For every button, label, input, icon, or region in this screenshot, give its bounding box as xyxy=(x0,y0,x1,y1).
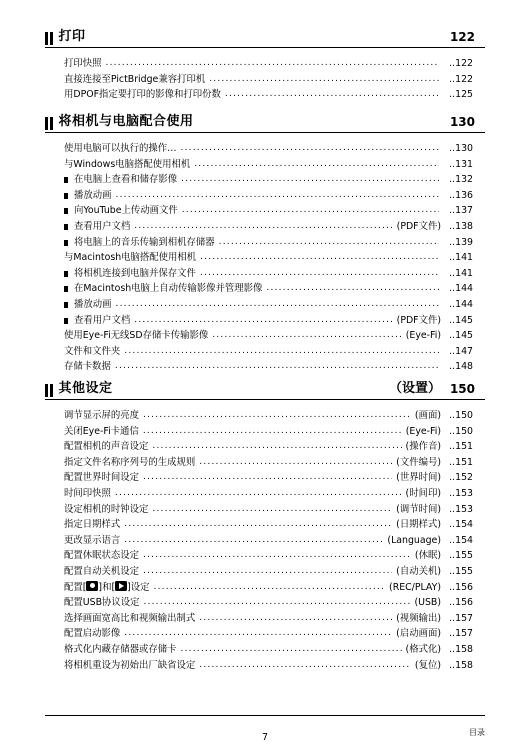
bullet-icon xyxy=(64,271,68,277)
leader-dots xyxy=(134,219,392,235)
leader-dots xyxy=(199,658,411,674)
toc-entry-label: 配置USB协议设定 xyxy=(64,597,140,609)
toc-entry-tag: (调节时间) xyxy=(396,503,441,515)
toc-entry-label: 文件和文件夹 xyxy=(64,345,121,357)
toc-entry-label: 时间印快照 xyxy=(64,487,111,499)
toc-entry-label: 将相机重设为初始出厂缺省设定 xyxy=(64,659,196,671)
toc-entry[interactable] xyxy=(64,250,473,266)
toc-entry-label: 关闭Eye-Fi卡通信 xyxy=(64,425,139,437)
section-title: 打印 xyxy=(58,29,86,44)
section-marker-icon xyxy=(45,32,48,45)
toc-entry[interactable] xyxy=(64,408,473,424)
toc-entry[interactable] xyxy=(64,533,473,549)
section-marker-icon xyxy=(50,384,53,397)
leader-dots xyxy=(225,87,439,103)
toc-entry[interactable] xyxy=(64,157,473,173)
toc-entry-label: 查看用户文档 xyxy=(74,314,131,326)
toc-subentry[interactable] xyxy=(64,313,473,329)
leader-dots xyxy=(143,564,392,580)
toc-entry-label: 在Macintosh电脑上自动传输影像并管理影像 xyxy=(74,283,263,295)
toc-entry-label: 配置休眠状态设定 xyxy=(64,550,140,562)
section-print xyxy=(45,26,485,103)
toc-entry[interactable] xyxy=(64,564,473,580)
toc-entry-page: ..153 xyxy=(449,503,473,515)
section-title: 其他设定 xyxy=(58,381,113,396)
section-marker-icon xyxy=(50,32,53,45)
toc-entry-page: ..131 xyxy=(449,158,473,170)
toc-entry-page: ..150 xyxy=(449,425,473,437)
toc-subentry[interactable] xyxy=(64,188,473,204)
toc-entry-page: ..153 xyxy=(449,487,473,499)
toc-entry-page: ..155 xyxy=(449,565,473,577)
toc-entry-label: 设定相机的时钟设定 xyxy=(64,503,149,515)
toc-entry-label: 向YouTube上传动画文件 xyxy=(74,205,178,217)
leader-dots xyxy=(181,642,402,658)
toc-entry-page: ..147 xyxy=(449,345,473,357)
toc-entry-label: 播放动画 xyxy=(74,298,112,310)
leader-dots xyxy=(116,188,439,204)
toc-entry-label: 打印快照 xyxy=(64,58,102,69)
toc-entry-page: ..148 xyxy=(449,361,473,373)
toc-entry-page: ..158 xyxy=(449,659,473,671)
toc-subentry[interactable] xyxy=(64,172,473,188)
section-header xyxy=(45,26,485,48)
section-page[interactable]: 130 xyxy=(449,115,475,129)
toc-entry-label: 格式化内藏存储器或存储卡 xyxy=(64,643,177,655)
toc-entry-label: 用DPOF指定要打印的影像和打印份数 xyxy=(64,89,221,101)
toc-subentry[interactable] xyxy=(64,203,473,219)
toc-entry[interactable] xyxy=(64,658,473,674)
toc-entry-page: ..138 xyxy=(449,220,473,232)
section-page[interactable]: 150 xyxy=(449,382,475,396)
toc-entry-label: 指定文件名称序列号的生成规则 xyxy=(64,456,196,468)
toc-entry[interactable] xyxy=(64,141,473,157)
leader-dots xyxy=(199,455,392,471)
leader-dots xyxy=(143,548,411,564)
toc-entry-page: ..141 xyxy=(449,252,473,264)
toc-entry-label: 更改显示语言 xyxy=(64,534,121,546)
toc-entry-page: ..151 xyxy=(449,441,473,453)
toc-entry-label: 将电脑上的音乐传输到相机存储器 xyxy=(74,236,215,248)
toc-entry-tag: (PDF文件) xyxy=(396,220,441,232)
footer-divider xyxy=(45,715,485,716)
leader-dots xyxy=(199,611,392,627)
toc-entry-page: ..137 xyxy=(449,205,473,217)
bullet-icon xyxy=(64,240,68,246)
leader-dots xyxy=(212,328,402,344)
toc-entry-tag: (PDF文件) xyxy=(396,314,441,326)
section-marker-icon xyxy=(45,384,48,397)
section-header xyxy=(45,111,485,133)
toc-list xyxy=(45,141,485,375)
toc-entry[interactable] xyxy=(64,626,473,642)
toc-entry-tag: (Eye-Fi) xyxy=(405,425,441,437)
toc-entry[interactable] xyxy=(64,455,473,471)
toc-entry[interactable] xyxy=(64,439,473,455)
leader-dots xyxy=(124,517,392,533)
leader-dots xyxy=(134,313,392,329)
toc-entry-tag: (自动关机) xyxy=(396,565,441,577)
toc-entry[interactable] xyxy=(64,56,473,72)
toc-subentry[interactable] xyxy=(64,297,473,313)
toc-entry-tag: (Eye-Fi) xyxy=(405,330,441,342)
toc-entry-label: 直接连接至PictBridge兼容打印机 xyxy=(64,73,206,85)
page-number: 7 xyxy=(261,732,269,743)
toc-entry-page: ..150 xyxy=(449,410,473,421)
bullet-icon xyxy=(64,286,68,292)
toc-entry[interactable] xyxy=(64,642,473,658)
toc-entry[interactable] xyxy=(64,486,473,502)
leader-dots xyxy=(194,157,439,173)
toc-entry[interactable] xyxy=(64,424,473,440)
toc-entry-label: 与Macintosh电脑搭配使用相机 xyxy=(64,252,197,264)
bullet-icon xyxy=(64,224,68,230)
toc-entry-label: 播放动画 xyxy=(74,189,112,201)
bullet-icon xyxy=(64,318,68,324)
leader-dots xyxy=(143,408,411,424)
toc-entry-page: ..145 xyxy=(449,330,473,342)
toc-entry-tag: (Language) xyxy=(387,534,441,546)
toc-entry-tag: (复位) xyxy=(414,659,441,671)
toc-list xyxy=(45,56,485,103)
toc-subentry[interactable] xyxy=(64,235,473,251)
toc-entry-label: 调节显示屏的亮度 xyxy=(64,410,140,421)
leader-dots xyxy=(124,533,383,549)
toc-entry-tag: (视频输出) xyxy=(396,612,441,624)
leader-dots xyxy=(152,502,392,518)
bullet-icon xyxy=(64,208,68,214)
leader-dots xyxy=(115,359,439,375)
toc-entry-tag: (世界时间) xyxy=(396,472,441,484)
toc-entry-label: 配置世界时间设定 xyxy=(64,472,140,484)
toc-entry-page: ..122 xyxy=(449,73,473,85)
toc-entry-page: ..136 xyxy=(449,189,473,201)
toc-subentry[interactable] xyxy=(64,281,473,297)
toc-entry-label: 配置自动关机设定 xyxy=(64,565,140,577)
toc-entry-label: 指定日期样式 xyxy=(64,519,121,531)
leader-dots xyxy=(124,626,392,642)
toc-entry-page: ..158 xyxy=(449,643,473,655)
toc-entry-page: ..156 xyxy=(449,597,473,609)
toc-entry[interactable] xyxy=(64,344,473,360)
toc-entry[interactable] xyxy=(64,548,473,564)
toc-list xyxy=(45,408,485,673)
toc-entry-label: 使用电脑可以执行的操作… xyxy=(64,143,177,154)
toc-entry-label: 查看用户文档 xyxy=(74,220,131,232)
toc-entry-page: ..130 xyxy=(449,143,473,154)
toc-entry-page: ..157 xyxy=(449,628,473,640)
leader-dots xyxy=(115,486,402,502)
leader-dots xyxy=(200,266,439,282)
leader-dots xyxy=(181,172,439,188)
toc-entry-page: ..141 xyxy=(449,267,473,279)
toc-entry[interactable] xyxy=(64,517,473,533)
toc-entry-tag: (休眠) xyxy=(414,550,441,562)
leader-dots xyxy=(106,56,439,72)
section-title: 将相机与电脑配合使用 xyxy=(58,114,194,129)
toc-entry-label: 与Windows电脑搭配使用相机 xyxy=(64,158,191,170)
toc-subentry[interactable] xyxy=(64,219,473,235)
bullet-icon xyxy=(64,193,68,199)
toc-entry-page: ..125 xyxy=(449,89,473,101)
toc-entry[interactable] xyxy=(64,502,473,518)
leader-dots xyxy=(152,439,401,455)
toc-entry[interactable] xyxy=(64,72,473,88)
toc-entry-label: 配置相机的声音设定 xyxy=(64,441,149,453)
toc-entry-tag: (USB) xyxy=(414,597,441,609)
toc-entry-tag: (启动画面) xyxy=(396,628,441,640)
toc-entry-tag: (文件编号) xyxy=(396,456,441,468)
leader-dots xyxy=(219,235,439,251)
playback-icon xyxy=(115,581,127,591)
leader-dots xyxy=(143,424,402,440)
toc-subentry[interactable] xyxy=(64,266,473,282)
leader-dots xyxy=(124,344,439,360)
toc-entry-page: ..145 xyxy=(449,314,473,326)
toc-entry-tag: (格式化) xyxy=(405,643,441,655)
bullet-icon xyxy=(64,177,68,183)
toc-entry-tag: (REC/PLAY) xyxy=(389,581,441,593)
toc-entry-page: ..144 xyxy=(449,283,473,295)
toc-entry-page: ..157 xyxy=(449,612,473,624)
toc-entry-label: 配置[ ]和[ ]设定 xyxy=(64,581,150,593)
toc-entry-page: ..154 xyxy=(449,519,473,531)
toc-entry-label: 存储卡数据 xyxy=(64,361,111,373)
leader-dots xyxy=(154,580,385,596)
toc-entry-label: 在电脑上查看和储存影像 xyxy=(74,174,178,186)
toc-entry[interactable] xyxy=(64,470,473,486)
section-settings xyxy=(45,378,485,673)
leader-dots xyxy=(266,281,439,297)
section-computer xyxy=(45,111,485,375)
section-subtitle: （设置） xyxy=(388,381,441,396)
leader-dots xyxy=(181,141,439,157)
toc-entry-label: 使用Eye-Fi无线SD存储卡传输影像 xyxy=(64,330,209,342)
toc-entry-label: 配置启动影像 xyxy=(64,628,121,640)
toc-entry-page: ..122 xyxy=(449,58,473,69)
toc-entry-tag: (画面) xyxy=(414,410,441,421)
toc-entry-page: ..156 xyxy=(449,581,473,593)
leader-dots xyxy=(143,470,392,486)
toc-entry[interactable] xyxy=(64,87,473,103)
toc-entry[interactable] xyxy=(64,580,473,596)
toc-entry-page: ..132 xyxy=(449,174,473,186)
toc-entry-tag: (日期样式) xyxy=(396,519,441,531)
toc-entry[interactable] xyxy=(64,328,473,344)
toc-entry-page: ..139 xyxy=(449,236,473,248)
leader-dots xyxy=(116,297,439,313)
toc-entry-page: ..152 xyxy=(449,472,473,484)
leader-dots xyxy=(209,72,439,88)
leader-dots xyxy=(200,250,439,266)
camera-rec-icon xyxy=(86,581,98,591)
toc-link[interactable]: 目录 xyxy=(469,728,485,737)
bullet-icon xyxy=(64,302,68,308)
toc-entry-tag: (时间印) xyxy=(405,487,441,499)
toc-entry-page: ..144 xyxy=(449,298,473,310)
toc-entry-page: ..154 xyxy=(449,534,473,546)
toc-entry-label: 将相机连接到电脑并保存文件 xyxy=(74,267,196,279)
toc-entry-page: ..155 xyxy=(449,550,473,562)
toc-entry-tag: (操作音) xyxy=(405,441,441,453)
section-page[interactable]: 122 xyxy=(449,30,475,44)
toc-entry[interactable] xyxy=(64,611,473,627)
section-marker-icon xyxy=(50,117,53,130)
leader-dots xyxy=(182,203,439,219)
toc-entry-page: ..151 xyxy=(449,456,473,468)
section-marker-icon xyxy=(45,117,48,130)
section-header xyxy=(45,378,485,400)
toc-entry-label: 选择画面宽高比和视频输出制式 xyxy=(64,612,196,624)
toc-entry[interactable] xyxy=(64,359,473,375)
leader-dots xyxy=(144,595,411,611)
toc-entry[interactable] xyxy=(64,595,473,611)
